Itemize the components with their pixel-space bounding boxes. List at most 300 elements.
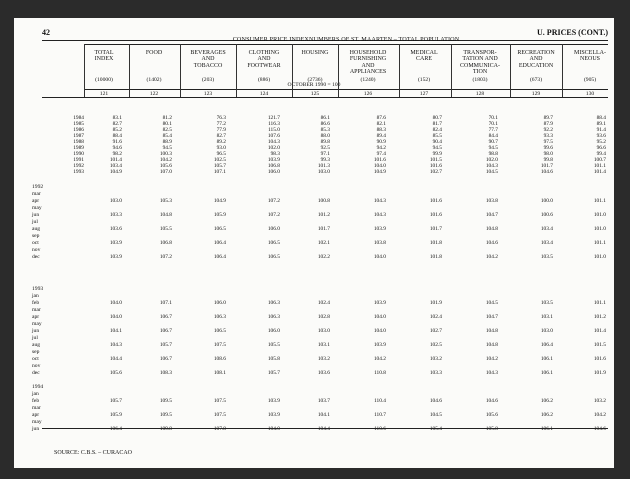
table-cell: 77.9 [216, 127, 226, 133]
table-cell: 104.4 [109, 356, 122, 362]
table-cell: 103.9 [109, 254, 122, 260]
table-cell: 105.7 [109, 398, 122, 404]
month-label: may [32, 419, 42, 425]
table-cell: 107.6 [267, 133, 280, 139]
table-cell: 106.1 [540, 426, 553, 432]
table-cell: 101.0 [593, 212, 606, 218]
column-header [342, 50, 394, 76]
column-number: 130 [585, 91, 595, 97]
column-number: 129 [531, 91, 541, 97]
table-cell: 103.8 [373, 240, 386, 246]
month-label: nov [32, 363, 41, 369]
table-cell: 70.1 [488, 121, 498, 127]
table-cell: 109.5 [159, 412, 172, 418]
table-cell: 103.0 [109, 198, 122, 204]
column-header-line: TRANSPOR- [463, 50, 497, 56]
column-weight: (1402) [146, 77, 162, 83]
table-cell: 105.6 [109, 370, 122, 376]
table-cell: 89.7 [543, 115, 553, 121]
column-number: 124 [259, 91, 269, 97]
table-cell: 88.9 [162, 139, 172, 145]
table-cell: 101.7 [540, 163, 553, 169]
table-cell: 103.9 [267, 412, 280, 418]
column-header-line: FURNISHING [349, 56, 387, 63]
month-label: apr [32, 314, 40, 320]
year-label: 1986 [73, 127, 84, 133]
table-cell: 107.2 [159, 254, 172, 260]
year-label: 1984 [73, 115, 84, 121]
table-cell: 105.7 [159, 342, 172, 348]
month-label: aug [32, 342, 41, 348]
table-cell: 104.5 [429, 412, 442, 418]
column-weight: (886) [257, 77, 271, 83]
table-cell: 81.7 [432, 121, 442, 127]
column-header-line: EDUCATION [518, 62, 554, 69]
table-cell: 87.6 [376, 115, 386, 121]
table-cell: 105.3 [159, 198, 172, 204]
table-cell: 93.3 [543, 133, 553, 139]
table-cell: 105.8 [485, 426, 498, 432]
column-header-line: CARE [415, 56, 432, 63]
column-header-line: TATION AND [462, 56, 498, 63]
table-cell: 99.9 [432, 151, 442, 157]
table-cell: 94.5 [488, 145, 498, 151]
column-weight: (673) [529, 77, 543, 83]
table-cell: 98.2 [112, 151, 122, 157]
table-cell: 93.6 [596, 133, 606, 139]
month-label: feb [32, 300, 40, 306]
table-cell: 104.2 [485, 356, 498, 362]
column-header [289, 50, 341, 56]
table-cell: 104.2 [485, 254, 498, 260]
month-label: mar [32, 307, 41, 313]
table-cell: 116.3 [268, 121, 280, 127]
table-cell: 101.7 [317, 226, 330, 232]
month-label: dec [32, 370, 40, 376]
page-number: 42 [42, 28, 50, 37]
year-label: 1985 [73, 121, 84, 127]
table-cell: 104.0 [109, 300, 122, 306]
column-weight: (10000) [95, 77, 113, 83]
table-cell: 82.4 [432, 127, 442, 133]
month-label: dec [32, 254, 40, 260]
column-header-line: HOUSING [301, 50, 329, 56]
column-weight: (1803) [472, 77, 488, 83]
table-cell: 101.1 [593, 300, 606, 306]
table-cell: 104.2 [373, 356, 386, 362]
column-header-line: FOOD [145, 50, 163, 56]
table-cell: 109.5 [159, 398, 172, 404]
column-divider [180, 44, 181, 97]
table-cell: 101.6 [429, 163, 442, 169]
table-cell: 105.5 [267, 342, 280, 348]
table-cell: 106.3 [267, 314, 280, 320]
table-cell: 99.8 [543, 157, 553, 163]
table-cell: 93.0 [216, 145, 226, 151]
table-cell: 91.6 [112, 139, 122, 145]
table-cell: 102.1 [317, 240, 330, 246]
month-label: jun [32, 212, 40, 218]
column-weight: (152) [417, 77, 431, 83]
month-label: mar [32, 191, 41, 197]
month-label: jan [32, 293, 39, 299]
table-cell: 105.7 [267, 370, 280, 376]
table-cell: 106.0 [267, 328, 280, 334]
table-cell: 103.3 [109, 212, 122, 218]
table-cell: 106.2 [540, 412, 553, 418]
table-cell: 104.3 [373, 198, 386, 204]
month-label: jun [32, 426, 40, 432]
column-header [128, 50, 180, 56]
table-cell: 101.1 [593, 240, 606, 246]
table-cell: 105.5 [159, 226, 172, 232]
table-cell: 104.3 [373, 212, 386, 218]
table-cell: 104.9 [213, 198, 226, 204]
table-cell: 102.4 [317, 300, 330, 306]
table-cell: 102.4 [429, 314, 442, 320]
column-weight: (1240) [360, 77, 376, 83]
table-cell: 103.5 [540, 254, 553, 260]
table-cell: 88.0 [320, 133, 330, 139]
table-cell: 104.7 [485, 314, 498, 320]
column-number: 127 [419, 91, 429, 97]
table-cell: 88.3 [376, 127, 386, 133]
table-cell: 107.8 [213, 426, 226, 432]
table-cell: 103.9 [373, 342, 386, 348]
table-cell: 104.6 [593, 426, 606, 432]
table-cell: 85.4 [162, 133, 172, 139]
table-cell: 99.6 [543, 145, 553, 151]
title-rule [84, 44, 608, 45]
table-cell: 94.5 [432, 145, 442, 151]
table-cell: 101.3 [317, 163, 330, 169]
column-weight: (2736) [307, 77, 323, 83]
month-label: jul [32, 219, 38, 225]
table-cell: 80.7 [432, 115, 442, 121]
table-cell: 103.7 [317, 398, 330, 404]
table-cell: 106.8 [159, 240, 172, 246]
table-cell: 106.0 [267, 226, 280, 232]
column-header-line: RECREATION [517, 50, 555, 56]
table-cell: 101.6 [429, 198, 442, 204]
table-cell: 102.0 [485, 157, 498, 163]
column-header-line: BEVERAGES [190, 50, 226, 56]
table-title: CONSUMER PRICE INDEXNUMBERS OF ST. MAARTEN – TOTAL POPULATION [232, 36, 460, 43]
table-cell: 110.7 [374, 412, 386, 418]
table-cell: 104.2 [159, 157, 172, 163]
month-label: apr [32, 412, 40, 418]
table-cell: 104.3 [109, 342, 122, 348]
numbers-rule [42, 97, 608, 98]
year-label: 1992 [73, 163, 84, 169]
table-cell: 98.8 [488, 151, 498, 157]
table-cell: 88.4 [112, 133, 122, 139]
table-cell: 86.6 [320, 121, 330, 127]
table-cell: 105.8 [267, 356, 280, 362]
month-label: jun [32, 328, 40, 334]
table-cell: 97.1 [320, 151, 330, 157]
table-cell: 83.1 [112, 115, 122, 121]
table-cell: 104.8 [485, 328, 498, 334]
column-header-line: AND [361, 62, 375, 69]
table-cell: 102.2 [317, 254, 330, 260]
table-cell: 104.5 [485, 300, 498, 306]
column-divider [562, 44, 563, 97]
table-cell: 103.4 [540, 240, 553, 246]
table-cell: 90.7 [488, 139, 498, 145]
table-cell: 104.0 [373, 254, 386, 260]
table-cell: 103.9 [373, 226, 386, 232]
column-number: 128 [475, 91, 485, 97]
table-cell: 102.5 [429, 342, 442, 348]
table-cell: 104.3 [485, 370, 498, 376]
table-cell: 94.2 [376, 145, 386, 151]
table-cell: 104.6 [485, 240, 498, 246]
table-cell: 104.2 [593, 412, 606, 418]
table-cell: 110.4 [374, 398, 386, 404]
table-cell: 88.4 [596, 115, 606, 121]
month-label: mar [32, 405, 41, 411]
table-cell: 106.5 [267, 240, 280, 246]
table-cell: 77.2 [216, 121, 226, 127]
table-cell: 91.4 [596, 127, 606, 133]
section-title: U. PRICES (CONT.) [537, 28, 608, 37]
month-label: nov [32, 247, 41, 253]
table-cell: 106.3 [213, 314, 226, 320]
source-note: SOURCE: C.B.S. – CURACAO [54, 450, 133, 456]
table-cell: 100.6 [540, 212, 553, 218]
table-cell: 94.6 [112, 145, 122, 151]
month-label: sep [32, 349, 40, 355]
table-cell: 101.7 [429, 226, 442, 232]
column-header-line: FOOTWEAR [247, 62, 281, 69]
table-cell: 102.0 [267, 145, 280, 151]
group-year-label: 1992 [32, 184, 44, 190]
month-label: apr [32, 198, 40, 204]
table-cell: 101.6 [593, 356, 606, 362]
table-cell: 104.3 [267, 139, 280, 145]
table-cell: 87.9 [543, 121, 553, 127]
month-label: jul [32, 335, 38, 341]
table-cell: 99.3 [320, 157, 330, 163]
table-cell: 104.5 [485, 169, 498, 175]
table-cell: 100.7 [593, 157, 606, 163]
column-header-line: TOBACCO [193, 62, 223, 69]
table-cell: 104.0 [373, 163, 386, 169]
table-cell: 101.6 [373, 157, 386, 163]
table-cell: 106.2 [540, 398, 553, 404]
table-cell: 89.8 [320, 139, 330, 145]
table-cell: 103.1 [317, 342, 330, 348]
year-label: 1991 [73, 157, 84, 163]
table-cell: 102.7 [429, 328, 442, 334]
month-label: jan [32, 391, 39, 397]
column-header-line: TOTAL [94, 50, 114, 56]
column-weight: (203) [201, 77, 215, 83]
table-cell: 108.6 [213, 356, 226, 362]
table-cell: 106.4 [109, 426, 122, 432]
table-cell: 90.9 [376, 139, 386, 145]
year-label: 1987 [73, 133, 84, 139]
table-cell: 89.4 [376, 133, 386, 139]
year-label: 1989 [73, 145, 84, 151]
table-cell: 101.4 [109, 157, 122, 163]
table-cell: 106.0 [213, 300, 226, 306]
table-cell: 106.1 [540, 370, 553, 376]
table-cell: 106.4 [213, 254, 226, 260]
table-cell: 100.8 [317, 198, 330, 204]
table-cell: 104.6 [429, 398, 442, 404]
table-cell: 101.1 [593, 163, 606, 169]
table-cell: 103.5 [540, 300, 553, 306]
column-header-line: APPLIANCES [349, 69, 387, 76]
table-cell: 106.0 [267, 169, 280, 175]
table-cell: 107.2 [267, 198, 280, 204]
table-cell: 82.5 [162, 127, 172, 133]
table-cell: 101.6 [429, 212, 442, 218]
table-cell: 97.4 [376, 151, 386, 157]
table-cell: 105.7 [213, 163, 226, 169]
table-cell: 85.5 [432, 133, 442, 139]
base-period-note: OCTOBER 1990 = 100 [287, 82, 341, 88]
table-cell: 103.2 [317, 356, 330, 362]
column-divider [236, 44, 237, 97]
table-cell: 108.3 [159, 370, 172, 376]
table-cell: 104.6 [485, 398, 498, 404]
column-header-line: AND [529, 56, 543, 63]
table-cell: 85.3 [320, 127, 330, 133]
table-cell: 94.5 [162, 145, 172, 151]
table-cell: 109.8 [159, 426, 172, 432]
table-cell: 107.5 [213, 342, 226, 348]
table-cell: 99.4 [596, 151, 606, 157]
table-cell: 107.2 [267, 212, 280, 218]
column-header [238, 50, 290, 69]
table-cell: 104.4 [317, 426, 330, 432]
table-cell: 115.0 [268, 127, 280, 133]
month-label: aug [32, 226, 41, 232]
table-cell: 110.8 [374, 370, 386, 376]
table-cell: 92.2 [543, 127, 553, 133]
table-cell: 103.9 [267, 398, 280, 404]
table-cell: 101.4 [593, 328, 606, 334]
table-cell: 104.3 [485, 163, 498, 169]
table-cell: 101.2 [593, 314, 606, 320]
table-cell: 107.0 [159, 169, 172, 175]
table-cell: 95.2 [596, 139, 606, 145]
column-header-line: HOUSEHOLD [349, 50, 387, 56]
table-cell: 107.1 [159, 300, 172, 306]
table-cell: 106.5 [213, 226, 226, 232]
column-number: 125 [310, 91, 320, 97]
table-cell: 101.1 [593, 198, 606, 204]
month-label: oct [32, 356, 39, 362]
table-cell: 102.7 [429, 169, 442, 175]
table-cell: 107.1 [213, 169, 226, 175]
column-header-line: MEDICAL [410, 50, 438, 56]
year-label: 1988 [73, 139, 84, 145]
table-cell: 105.6 [485, 412, 498, 418]
table-cell: 97.5 [543, 139, 553, 145]
table-cell: 104.1 [109, 328, 122, 334]
table-cell: 104.8 [485, 226, 498, 232]
table-cell: 85.2 [112, 127, 122, 133]
table-cell: 104.9 [109, 169, 122, 175]
column-header [454, 50, 506, 76]
table-cell: 103.2 [593, 398, 606, 404]
table-cell: 106.3 [267, 300, 280, 306]
table-cell: 103.1 [540, 314, 553, 320]
table-cell: 76.3 [216, 115, 226, 121]
table-cell: 103.0 [317, 169, 330, 175]
column-header-line: COMMUNICA- [459, 62, 500, 69]
table-cell: 101.9 [593, 370, 606, 376]
table-cell: 121.7 [267, 115, 280, 121]
column-header-line: AND [201, 56, 215, 63]
table-cell: 84.4 [488, 133, 498, 139]
column-number: 126 [363, 91, 373, 97]
table-cell: 103.9 [267, 157, 280, 163]
table-cell: 103.8 [485, 198, 498, 204]
column-number: 121 [99, 91, 109, 97]
month-label: may [32, 205, 42, 211]
table-cell: 104.9 [373, 169, 386, 175]
table-cell: 101.4 [593, 169, 606, 175]
table-cell: 104.0 [373, 328, 386, 334]
table-cell: 104.8 [159, 212, 172, 218]
table-cell: 103.3 [429, 370, 442, 376]
table-cell: 104.0 [267, 426, 280, 432]
table-cell: 110.6 [374, 426, 386, 432]
table-cell: 106.5 [213, 328, 226, 334]
column-header [78, 50, 130, 63]
column-header-line: CLOTHING [248, 50, 280, 56]
table-cell: 104.8 [485, 342, 498, 348]
table-cell: 106.4 [540, 342, 553, 348]
group-year-label: 1994 [32, 384, 44, 390]
table-cell: 103.0 [317, 328, 330, 334]
column-header [398, 50, 450, 63]
table-cell: 92.5 [320, 145, 330, 151]
document-page [14, 18, 614, 468]
table-cell: 106.5 [267, 254, 280, 260]
table-cell: 101.8 [429, 254, 442, 260]
table-cell: 106.7 [159, 314, 172, 320]
table-cell: 105.4 [429, 426, 442, 432]
table-cell: 86.1 [320, 115, 330, 121]
column-header-line: AND [257, 56, 271, 63]
table-cell: 100.0 [540, 198, 553, 204]
table-cell: 104.7 [485, 212, 498, 218]
month-label: sep [32, 233, 40, 239]
table-cell: 82.7 [216, 133, 226, 139]
column-number: 123 [203, 91, 213, 97]
table-cell: 96.6 [596, 145, 606, 151]
table-cell: 81.2 [162, 115, 172, 121]
table-cell: 101.5 [593, 342, 606, 348]
table-cell: 89.2 [216, 139, 226, 145]
table-cell: 103.6 [317, 370, 330, 376]
column-divider [451, 44, 452, 97]
column-header-line: INDEX [94, 56, 114, 63]
month-label: feb [32, 398, 40, 404]
table-cell: 103.6 [109, 226, 122, 232]
table-cell: 103.4 [540, 226, 553, 232]
table-cell: 101.5 [429, 157, 442, 163]
table-cell: 80.1 [162, 121, 172, 127]
table-cell: 101.8 [429, 240, 442, 246]
footer-rule [42, 428, 608, 429]
